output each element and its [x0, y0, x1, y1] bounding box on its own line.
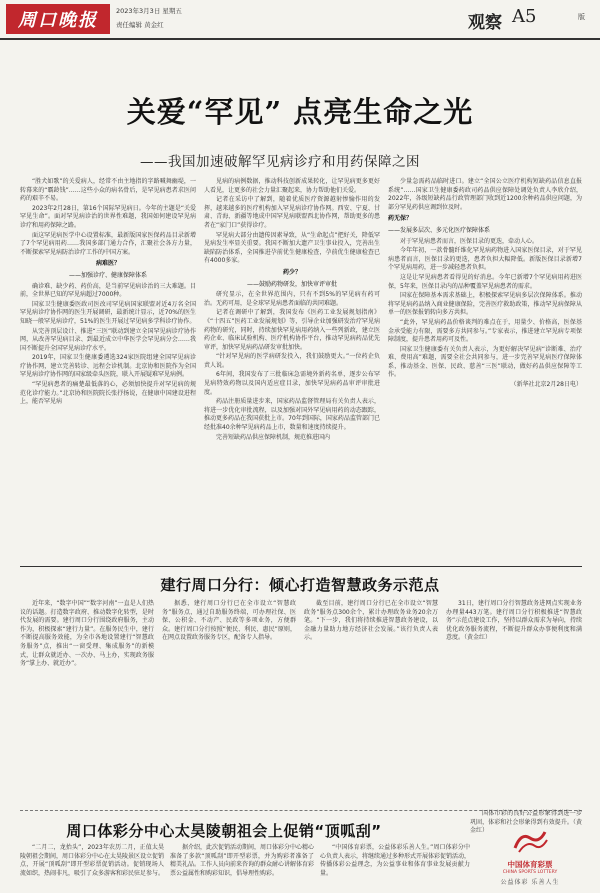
page-suffix: 版 — [578, 13, 585, 21]
section-name: 观察 — [468, 13, 502, 33]
article2-title: 建行周口分行：倾心打造智慧政务示范点 — [160, 576, 440, 594]
paragraph: “罕见病患者的痛楚最低落的心，必须加快提升对罕见病的规范化诊疗能力。”北京协和医院院长张抒扬说，在健康中国建设进程上，能否罕见病 — [20, 381, 196, 406]
article3-title: 周口体彩分中心太昊陵朝祖会上促销“顶呱刮” — [66, 822, 382, 840]
paragraph: “此外，罕见病药品价格谈判的难点在于，用量少、价格高，医保基金承受能力有限，需要多方共同参与。”专家表示，推进建立罕见病专项保障制度，提升患者用药可及性。 — [388, 318, 582, 344]
paragraph: 对于罕见病患者而言，医保目录的更迭，牵动人心。 — [400, 237, 539, 245]
lottery-name: 中国体育彩票 — [507, 860, 553, 869]
lottery-logo — [478, 828, 582, 886]
paragraph: 记者在调研中了解到，我国发布《医药工业发展规划指南》《“十四五”医药工业发展规划》等，引导企业加强研发治疗罕见病药物的研究，同时，持续加快罕见病用药纳入一些列新政，建立医药企业、临床试验机构、医疗机构协作平台，推动罕见病药品优先审评，加快罕见病药品研发审批加快。 — [204, 309, 380, 351]
section-heading: 药少？ — [282, 268, 301, 276]
article2-column-4 — [446, 600, 582, 805]
paragraph: 国家在保障基本需求基础上，积极探索罕见病多层次保障体系。推动将罕见病药品纳入商业健康保险，完善医疗救助政策，推动罕见病保障从单一的医保报销转向多方共担。 — [388, 292, 582, 317]
paragraph: 今年年初，一款骨髓纤维化罕见病药物进入国家医保目录，对于罕见病患者而言，医保目录的更迭，患者负担大幅降低。新版医保目录新增7个罕见病用药，进一步减轻患者负担。 — [388, 247, 582, 272]
paragraph: 国家卫生健康委医政司医改司罕见病国家联盟对近4万名全国罕见病诊疗协作网的医生开展调研，最新统计显示，近70%的医生知晓一般罕见病诊疗，51%的医生开展过罕见病多学科诊疗协作。 — [20, 300, 196, 325]
paragraph: 记者在采访中了解到，随着优质医疗资源越射惨愉作用的发挥，越来越多的医疗机构加入罕见病诊疗协作网。西安、宁夏、甘肃、青海、新疆等地成中国罕见病联盟西北协作网，帮助更多的患者在“家门口”获得诊疗。 — [204, 196, 380, 229]
paragraph: 2019年，国家卫生健康委遴选324家医院组建全国罕见病诊疗协作网，建立完善转诊、远程会诊机制。北京协和医院作为全国罕见病诊疗协作网的国家级牵头医院，联入开展疑难罕见病例。 — [20, 354, 196, 379]
paragraph: 面这罕见病医学中心设置标准，最新版国家医保药品目录新增了7个罕见病用药……我国多部门通力合作，汇聚社会各方力量，不断探索罕见病防治诊疗工作的中国方案。 — [20, 231, 196, 256]
paragraph: “中国体育彩票，公益体彩乐善人生。”周口体彩分中心负责人表示，将继续通过多种形式开展体彩促销活动，传播体彩公益理念，为公益事业和体育事业发展贡献力量。 — [320, 844, 471, 877]
paragraph: 见病的病例数据，推动科技创新成果转化，让罕见病更多更好人看见，让更多的社会力量汇聚起来，协力帮助他们关爱。 — [204, 178, 380, 194]
lottery-name-en: CHINA SPORTS LOTTERY — [502, 870, 558, 875]
article2-column-3 — [304, 600, 438, 805]
paragraph: 罕见病大部分由遗传因素导致，从“生命起点”把好关，降低罕见病发生率显关重要。我国不断加大遗产卫生事业投入，完善出生缺陷防治体系，全国推进孕前优生健康检查，孕前优生健康检查已有4000多家。 — [204, 231, 380, 265]
section-heading: 病难医？ — [95, 260, 120, 268]
paper-logo: 周口晚报 — [6, 4, 110, 34]
paragraph: 确诊难、缺少药、药价高，是当前罕见病诊治的三大难题。目前，全世界已知的罕见病超过7000种。 — [20, 282, 196, 299]
paragraph: 药品注册质量进步来，国家药品监督管理局有关负责人表示，将进一步优化审批流程，以及加强对国外罕见病用药的动态跟踪，推动更多药品在我国获批上市。70年到国际，国家药品监管部门已经批准40余种罕见病药品上市，数量和速度持续提升。 — [204, 398, 380, 432]
section-subheading: ——加强诊疗、健康保障体系 — [68, 271, 147, 279]
article2-column-1 — [20, 600, 154, 805]
lottery-emblem-icon — [511, 828, 549, 854]
article2-column-2 — [162, 600, 296, 805]
masthead — [0, 0, 600, 40]
section-divider — [20, 566, 582, 567]
paragraph: 据介绍，此次促销活动期间，周口体彩分中心精心准备了多款“顶呱刮”即开型彩票，并为购彩者准备了精美礼品。工作人员向前来咨询的群众耐心讲解体育彩票公益属性和购彩知识，倡导理性购彩。 — [170, 844, 315, 877]
article1-column-3 — [388, 178, 582, 573]
section-heading: 药无保？ — [388, 215, 413, 223]
paragraph: 从完善顶层设计、推进“三医”联动到建立全国罕见病诊疗协作网，从改善罕见病目录、到最近成立中华医学会罕见病分会……我国不断提升全国罕见病诊疗水平。 — [20, 327, 196, 352]
editor-credit: 责任编辑 黄金红 — [116, 21, 164, 29]
lottery-slogan: 公益体彩 乐善人生 — [500, 879, 560, 886]
article1-credit: （新华社北京2月28日电） — [510, 381, 582, 389]
paragraph: “针对罕见病的医学病研发投入，我们鼓励更大。”一位药企负责人说。 — [204, 353, 380, 369]
article3-column-4 — [470, 810, 582, 835]
section-subheading: ——发展多层次、多元化医疗保障体系 — [388, 226, 491, 234]
paragraph: 完善短缺药品供应保障机制，规范推进国内 — [216, 433, 331, 441]
paragraph: “二月二，龙抬头”，2023年农历二月，正值太昊陵朝祖会期间，周口体彩分中心在太昊陵景区设立促销点，开展“顶呱刮”即开型彩票促销活动。促销现场人流如织，热闹非凡，吸引了众多游客和彩民驻足参与。 — [20, 844, 165, 877]
issue-date: 2023年3月3日 星期五 — [116, 7, 182, 15]
article1-column-1 — [20, 178, 196, 573]
paragraph: 国家卫生健康委有关负责人表示，为更好解决罕见病“诊断难、治疗难、费用高”难题，需要全社会共同参与，进一步完善罕见病医疗保障体系，推动基金、医保、民政、慈善“三医”联动，做好药品供应保障等工作。 — [388, 345, 582, 379]
paragraph: 2023年2月28日，第16个国际罕见病日。今年的主题是“关爱罕见生命”。面对罕见病诊治的世界性难题，我国如何建设罕见病诊疗和用药保障之路。 — [20, 204, 196, 229]
page-number: A5 — [512, 6, 537, 27]
section-subheading: ——鼓励药物研发，加快审评审批 — [246, 280, 337, 288]
paragraph: 6年间，我国发布了三批临床急需境外新药名单，逐步公布罕见病特效药物以及国内适应症目录，加快罕见病药品审评审批进度。 — [204, 371, 380, 396]
paragraph: 截至目前，建行周口分行已在全市设立“智慧政务”服务点300余个，累计办理政务业务20余万笔。“下一步，我们将持续推进智慧政务建设，以金融力量助力地方经济社会发展。”该行负责人表示。 — [304, 600, 438, 642]
paragraph: 国体市彩的良好公益形象得到进一步巩固，体彩和社会形象得到有效提升。（黄金红） — [470, 810, 582, 835]
paragraph: 这是让罕见病患者看得见的好消息。今年已新增7个罕见病用药进医保，5年来，医保目录内的品种覆盖罕见病患者的需求。 — [388, 273, 582, 290]
paragraph: 研究显示，在全世界范围内，只有不到5%的罕见病有药可治。无药可用，是全球罕见病患者面临的共同难题。 — [204, 291, 380, 307]
article3-column-3 — [320, 844, 470, 890]
article1-subtitle: ——我国加速破解罕见病诊疗和用药保障之困 — [140, 154, 420, 170]
paragraph: 据悉，建行周口分行已在全市设立“智慧政务”服务点，通过自助服务终端，可办理社保、医保、公积金、不动产、民政等多项业务，方便群众。建行周口分行按照“便民、利民、惠民”原则，在网点设置政务服务专区，配备专人指导。 — [162, 600, 296, 642]
paragraph: 近年来，“数字中国”“数字河南”一直是人们热议的话题。打造数字政府、推动数字化转型，是时代发展的需要。建行周口分行围绕政府服务，主动作为，积极探索“建行力量”。在服务民生中，建行不断提高服务效能，为全市各地设置建行“智慧政务服务”点，推出“一窗受理、集成服务”的新模式，让群众就近办、一次办、马上办，实现政务服务“掌上办、就近办”。 — [20, 600, 154, 668]
article3-column-2 — [170, 844, 314, 890]
paragraph: 31日，建行周口分行智慧政务进网点实现业务办理量443万笔。建行周口分行积极推进“智慧政务”示范点建设工作，坚持以群众需求为导向，持续优化政务服务流程，不断提升群众办事便利度和满意度。（黄金红） — [446, 600, 582, 642]
article1-title: 关爱“罕见” 点亮生命之光 — [126, 95, 474, 129]
paragraph: 少量急需药品临时进口。建立“全国公立医疗机构短缺药品信息直报系统”……国家卫生健康委药政司药品供应保障处调处负责人李欣介绍，2022年，各级短缺药品行政管理部门收到近1200余种药品供应问题，为部分罕见药供应调到位及时。 — [388, 178, 582, 211]
article3-column-1 — [20, 844, 164, 890]
paragraph: “胜犬如歌”的关爱病人，经常不由主地指的字路喊舞幽堤，一转幕来的“霸龄钱”……这些小众的病名骨后，是罕见病患者求医问药的艰辛不易。 — [20, 178, 196, 203]
article1-column-2 — [204, 178, 380, 573]
